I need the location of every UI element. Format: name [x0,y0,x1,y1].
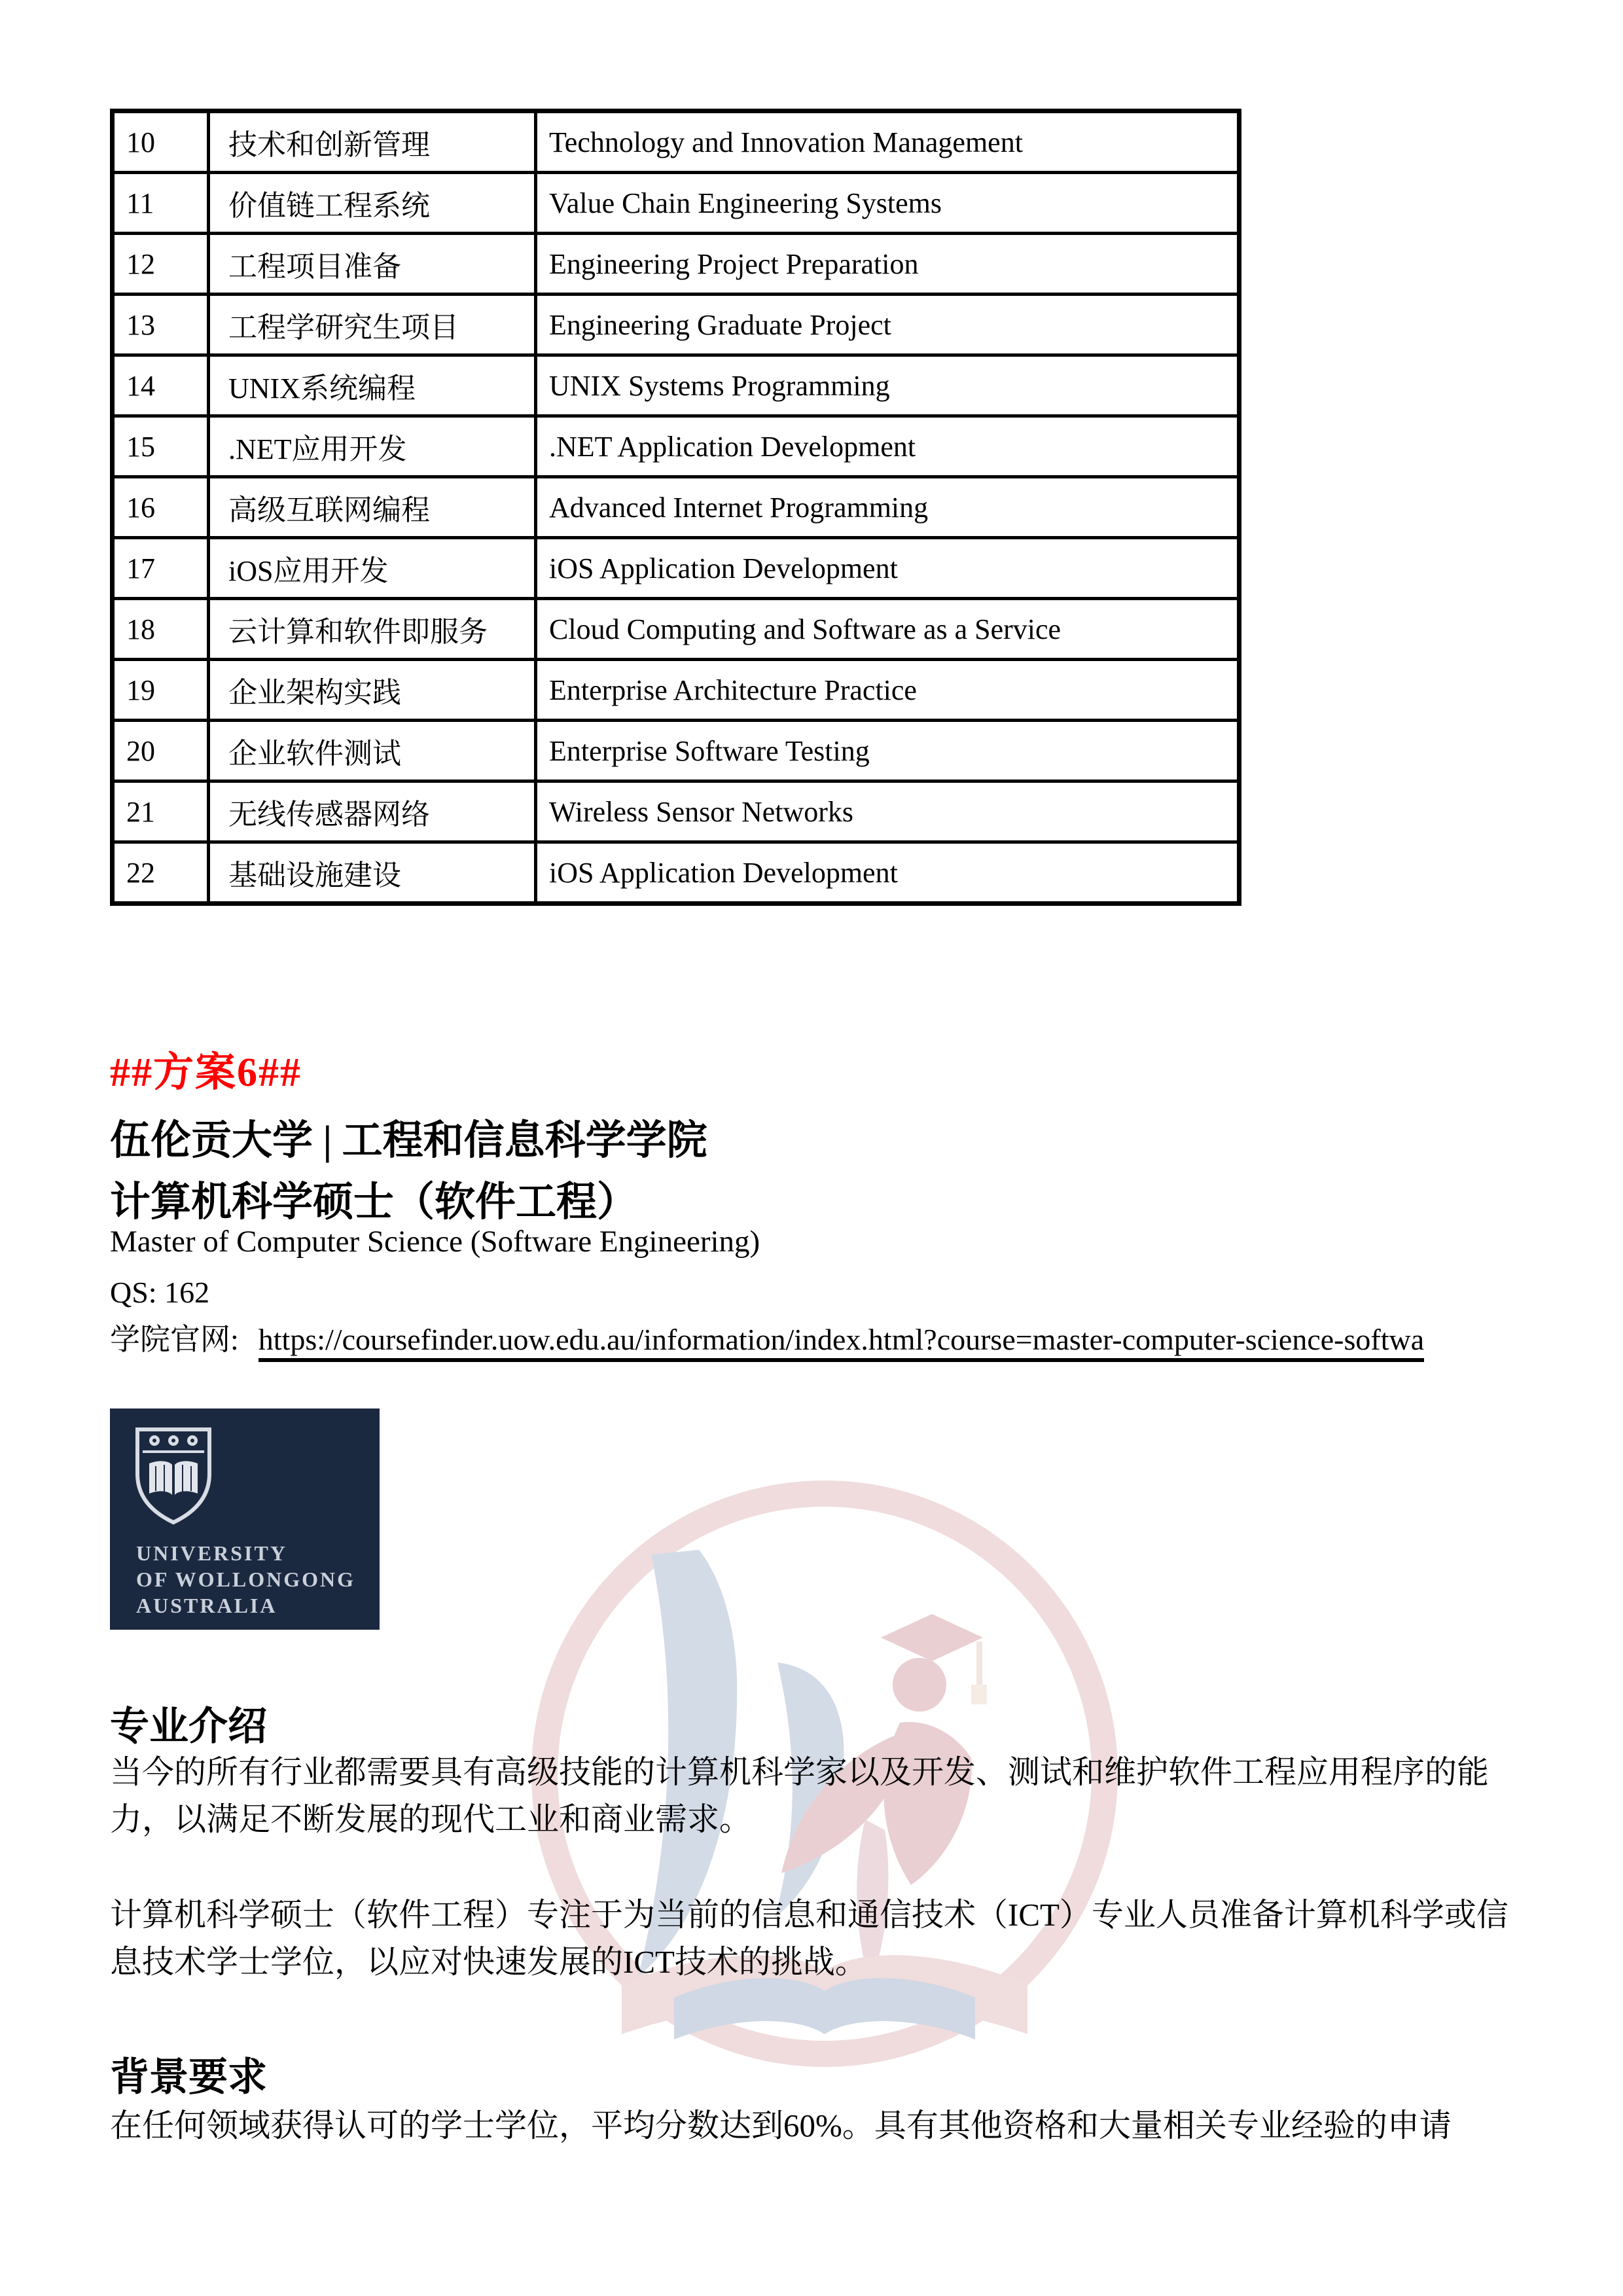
intro-paragraph-1: 当今的所有行业都需要具有高级技能的计算机科学家以及开发、测试和维护软件工程应用程序的能力，以满足不断发展的现代工业和商业需求。 [110,1754,1489,1837]
course-name-zh-cell: 技术和创新管理 [209,111,536,173]
website-line [110,1316,1424,1362]
course-name-zh-cell: 基础设施建设 [209,842,536,904]
uow-logo [110,1408,380,1630]
course-name-en-cell: Cloud Computing and Software as a Service [536,599,1240,660]
table-row [113,660,1240,721]
table-row [113,295,1240,355]
website-label: 学院官网: [110,1323,239,1356]
course-name-en-cell: Value Chain Engineering Systems [536,173,1240,234]
course-table [110,109,1241,906]
table-row [113,599,1240,660]
course-name-zh-cell: 工程学研究生项目 [209,295,536,355]
intro-paragraph-2: 计算机科学硕士（软件工程）专注于为当前的信息和通信技术（ICT）专业人员准备计算机科学或信息技术学士学位，以应对快速发展的ICT技术的挑战。 [110,1897,1508,1980]
course-name-en-cell: Technology and Innovation Management [536,111,1240,173]
course-number-cell: 19 [113,660,209,721]
degree-title-en: Master of Computer Science (Software Engineering) [110,1225,760,1259]
course-name-zh-cell: UNIX系统编程 [209,355,536,416]
course-name-zh-cell: 无线传感器网络 [209,781,536,842]
course-number-cell: 21 [113,781,209,842]
course-number-cell: 20 [113,721,209,781]
course-name-en-cell: iOS Application Development [536,538,1240,599]
table-row [113,538,1240,599]
table-row [113,781,1240,842]
course-table-body [113,111,1240,904]
course-name-zh-cell: 云计算和软件即服务 [209,599,536,660]
qs-ranking: QS: 162 [110,1276,210,1309]
course-name-en-cell: UNIX Systems Programming [536,355,1240,416]
background-paragraph: 在任何领域获得认可的学士学位，平均分数达到60%。具有其他资格和大量相关专业经验的申请 [110,2108,1452,2144]
website-link[interactable]: https://coursefinder.uow.edu.au/information/index.html?course=master-computer-science-softwa [259,1322,1424,1362]
course-name-en-cell: Engineering Graduate Project [536,295,1240,355]
course-number-cell: 15 [113,416,209,477]
course-number-cell: 18 [113,599,209,660]
course-number-cell: 16 [113,477,209,538]
table-row [113,234,1240,295]
logo-text-line1: UNIVERSITY [136,1541,287,1565]
course-number-cell: 14 [113,355,209,416]
course-name-en-cell: Wireless Sensor Networks [536,781,1240,842]
university-title: 伍伦贡大学 | 工程和信息科学学院 [110,1119,707,1163]
course-name-en-cell: .NET Application Development [536,416,1240,477]
logo-text-line3: AUSTRALIA [136,1594,277,1617]
course-name-zh-cell: 价值链工程系统 [209,173,536,234]
table-row [113,477,1240,538]
course-name-en-cell: Enterprise Architecture Practice [536,660,1240,721]
course-name-zh-cell: 高级互联网编程 [209,477,536,538]
course-number-cell: 17 [113,538,209,599]
section-heading-background: 背景要求 [110,2056,267,2099]
course-name-zh-cell: 工程项目准备 [209,234,536,295]
course-name-en-cell: Enterprise Software Testing [536,721,1240,781]
table-row [113,173,1240,234]
plan-heading: ##方案6## [110,1050,302,1095]
table-row [113,111,1240,173]
course-name-en-cell: iOS Application Development [536,842,1240,904]
course-number-cell: 12 [113,234,209,295]
course-name-zh-cell: iOS应用开发 [209,538,536,599]
course-number-cell: 11 [113,173,209,234]
section-heading-intro: 专业介绍 [110,1705,267,1748]
course-number-cell: 10 [113,111,209,173]
logo-text-line2: OF WOLLONGONG [136,1568,356,1591]
course-name-zh-cell: .NET应用开发 [209,416,536,477]
degree-title-zh: 计算机科学硕士（软件工程） [110,1180,638,1225]
course-name-zh-cell: 企业架构实践 [209,660,536,721]
course-name-en-cell: Advanced Internet Programming [536,477,1240,538]
course-name-en-cell: Engineering Project Preparation [536,234,1240,295]
course-name-zh-cell: 企业软件测试 [209,721,536,781]
course-number-cell: 22 [113,842,209,904]
open-book-icon [149,1461,198,1495]
table-row [113,416,1240,477]
table-row [113,721,1240,781]
course-number-cell: 13 [113,295,209,355]
table-row [113,842,1240,904]
table-row [113,355,1240,416]
